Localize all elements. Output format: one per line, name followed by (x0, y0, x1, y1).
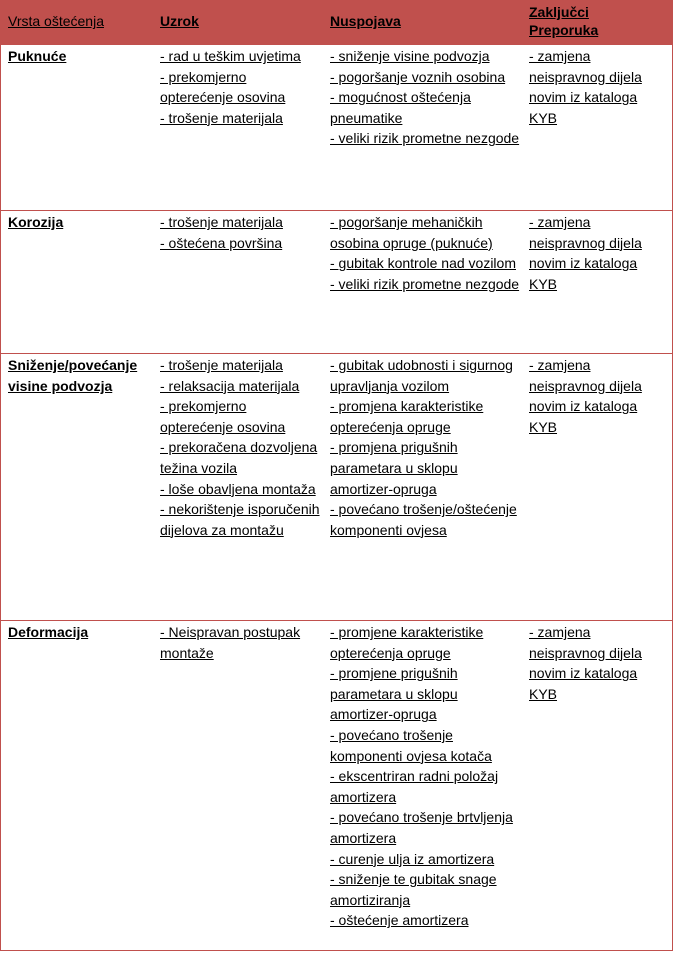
cause-item: - prekomjerno opterećenje osovina (160, 398, 286, 435)
cause-item: - loše obavljena montaža (160, 480, 316, 497)
recommendation-item: - zamjena neispravnog dijela novim iz kataloga KYB (529, 48, 642, 126)
effect-item: - promjene karakteristike opterećenja opruge (330, 624, 484, 661)
recommendation-cell (522, 621, 672, 950)
header-damage-type: Vrsta oštećenja (8, 13, 104, 29)
damage-type-label: Korozija (8, 214, 64, 230)
recommendation-item: - zamjena neispravnog dijela novim iz kataloga KYB (529, 624, 642, 702)
cause-item: - nekorištenje isporučenih dijelova za montažu (160, 501, 320, 538)
cause-item: - prekomjerno opterećenje osovina (160, 68, 286, 106)
effect-item: - promjena karakteristike opterećenja opruge (330, 398, 484, 435)
cause-item: - trošenje materijala (160, 214, 283, 230)
cause-cell (152, 354, 322, 620)
effect-item: - oštećenje amortizera (330, 912, 469, 929)
effect-item: - povećano trošenje komponenti ovjesa kotača (330, 726, 492, 764)
effect-item: - promjene prigušnih parametara u sklopu amortizer-opruga (330, 665, 458, 723)
side-effect-cell (322, 621, 522, 950)
effect-item: - sniženje visine podvozja (330, 48, 490, 64)
header-conclusions-line1: Zaključci (529, 4, 589, 20)
cause-item: - trošenje materijala (160, 109, 283, 126)
side-effect-cell (322, 45, 522, 210)
cause-item: - Neispravan postupak montaže (160, 624, 301, 661)
cause-item: - rad u teškim uvjetima (160, 48, 301, 64)
effect-item: - povećano trošenje/oštećenje komponenti ovjesa (330, 501, 517, 538)
effect-item: - sniženje te gubitak snage amortiziranja (330, 871, 497, 908)
damage-type-cell (1, 621, 152, 950)
effect-item: - povećano trošenje brtvljenja amortizera (330, 809, 513, 846)
damage-type-cell (1, 211, 152, 353)
effect-item: - pogoršanje mehaničkih osobina opruge (puknuće) (330, 214, 493, 251)
table-row (1, 210, 672, 353)
header-conclusions-line2: Preporuka (529, 22, 599, 38)
effect-item: - curenje ulja iz amortizera (330, 850, 495, 867)
damage-type-cell (1, 45, 152, 210)
header-conclusions (522, 1, 672, 44)
effect-item: - ekscentriran radni položaj amortizera (330, 768, 499, 805)
cause-item: - oštećena površina (160, 234, 283, 251)
cause-cell (152, 621, 322, 950)
header-side-effect: Nuspojava (330, 13, 401, 29)
effect-item: - promjena prigušnih parametara u sklopu amortizer-opruga (330, 439, 458, 497)
cause-item: - prekoračena dozvoljena težina vozila (160, 439, 318, 476)
effect-item: - gubitak kontrole nad vozilom (330, 255, 516, 272)
side-effect-cell (322, 211, 522, 353)
cause-item: - trošenje materijala (160, 357, 283, 373)
cause-cell (152, 211, 322, 353)
recommendation-cell (522, 211, 672, 353)
cause-item: - relaksacija materijala (160, 377, 300, 394)
table-row (1, 44, 672, 210)
effect-item: - pogoršanje voznih osobina (330, 68, 506, 85)
damage-type-label: Sniženje/povećanje visine podvozja (8, 357, 138, 394)
recommendation-item: - zamjena neispravnog dijela novim iz kataloga KYB (529, 214, 642, 292)
recommendation-cell (522, 45, 672, 210)
effect-item: - gubitak udobnosti i sigurnog upravljanja vozilom (330, 357, 513, 394)
header-cause: Uzrok (160, 13, 199, 29)
side-effect-cell (322, 354, 522, 620)
recommendation-item: - zamjena neispravnog dijela novim iz kataloga KYB (529, 357, 642, 435)
damage-type-label: Deformacija (8, 624, 89, 640)
damage-type-cell (1, 354, 152, 620)
effect-item: - veliki rizik prometne nezgode (330, 130, 520, 147)
table-row (1, 620, 672, 950)
damage-type-label: Puknuće (8, 48, 67, 64)
table-header (1, 1, 672, 44)
recommendation-cell (522, 354, 672, 620)
table-row (1, 353, 672, 620)
effect-item: - mogućnost oštećenja pneumatike (330, 89, 471, 126)
cause-cell (152, 45, 322, 210)
effect-item: - veliki rizik prometne nezgode (330, 275, 520, 292)
